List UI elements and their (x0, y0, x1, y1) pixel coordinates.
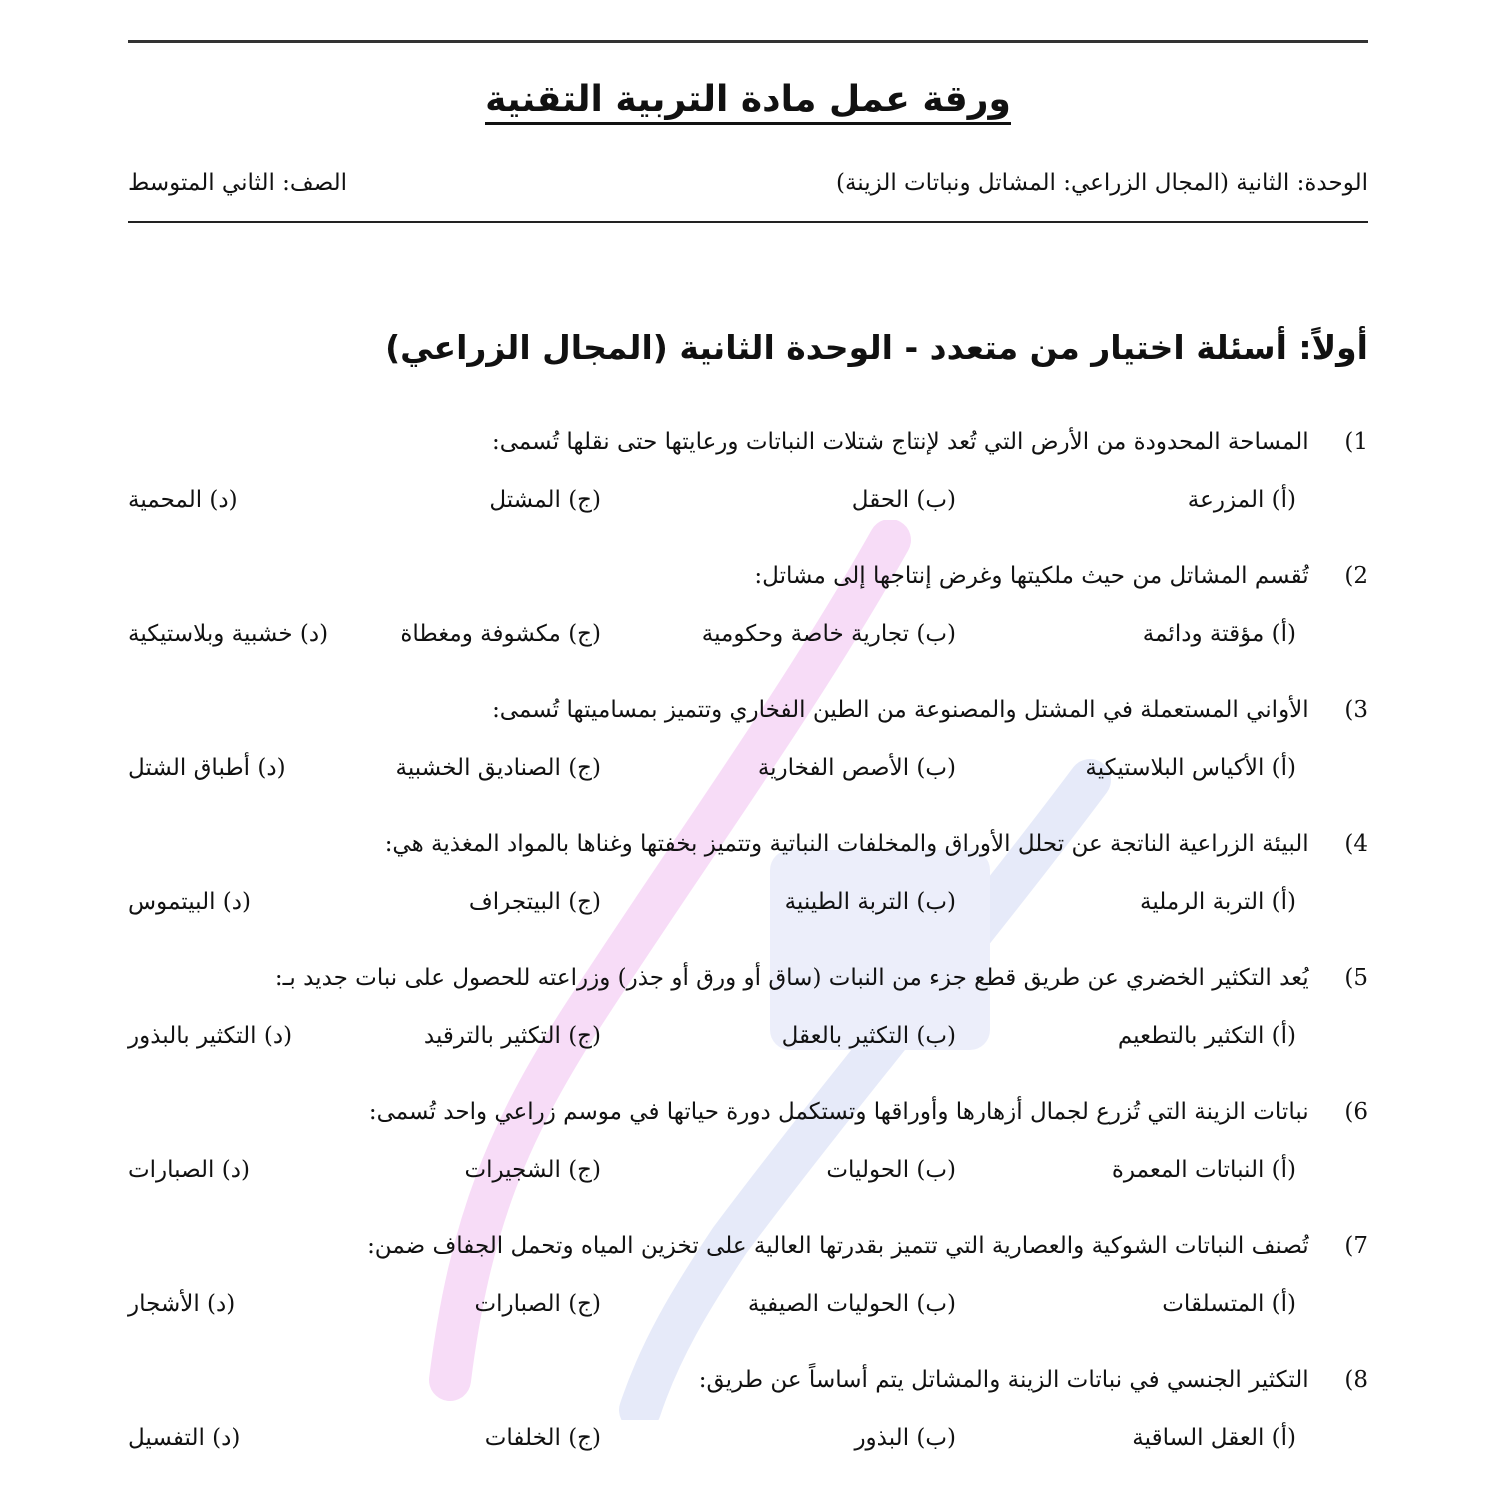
option-b[interactable]: (ب) التربة الطينية (784, 889, 956, 915)
option-c[interactable]: (ج) التكثير بالترقيد (423, 1023, 601, 1049)
question-number: 3) (1344, 697, 1368, 723)
option-a[interactable]: (أ) التكثير بالتطعيم (1117, 1023, 1296, 1049)
option-c[interactable]: (ج) البيتجراف (468, 889, 601, 915)
question-item (128, 820, 1368, 954)
question-stem (128, 552, 1368, 600)
question-text: نباتات الزينة التي تُزرع لجمال أزهارها وأوراقها وتستكمل دورة حياتها في موسم زراعي واحد تُسمى: (368, 1099, 1309, 1125)
option-d[interactable]: (د) خشبية وبلاستيكية (128, 621, 329, 647)
question-options (128, 744, 1296, 792)
question-stem (128, 1356, 1368, 1404)
option-b[interactable]: (ب) البذور (854, 1425, 956, 1451)
question-options (128, 878, 1296, 926)
unit-label: الوحدة: الثانية (المجال الزراعي: المشاتل ونباتات الزينة) (835, 170, 1368, 196)
worksheet-meta (128, 160, 1368, 206)
option-b[interactable]: (ب) الحوليات (826, 1157, 956, 1183)
top-divider (128, 40, 1368, 43)
question-options (128, 1146, 1296, 1194)
option-d[interactable]: (د) أطباق الشتل (128, 755, 286, 781)
option-c[interactable]: (ج) المشتل (489, 487, 601, 513)
option-b[interactable]: (ب) تجارية خاصة وحكومية (701, 621, 956, 647)
worksheet-title (128, 70, 1368, 130)
question-list (128, 418, 1368, 1490)
question-number: 6) (1344, 1099, 1368, 1125)
header-divider (128, 221, 1368, 223)
question-number: 5) (1344, 965, 1368, 991)
option-c[interactable]: (ج) الخلفات (484, 1425, 601, 1451)
option-c[interactable]: (ج) مكشوفة ومغطاة (400, 621, 601, 647)
question-number: 4) (1344, 831, 1368, 857)
question-item (128, 686, 1368, 820)
option-b[interactable]: (ب) الحقل (851, 487, 956, 513)
option-c[interactable]: (ج) الصناديق الخشبية (395, 755, 601, 781)
option-a[interactable]: (أ) المزرعة (1187, 487, 1296, 513)
question-options (128, 610, 1296, 658)
option-d[interactable]: (د) البيتموس (128, 889, 251, 915)
question-item (128, 954, 1368, 1088)
question-options (128, 1280, 1296, 1328)
question-text: تُصنف النباتات الشوكية والعصارية التي تتميز بقدرتها العالية على تخزين المياه وتحمل الجفاف ضمن: (367, 1233, 1309, 1259)
option-b[interactable]: (ب) الأصص الفخارية (757, 755, 956, 781)
option-a[interactable]: (أ) النباتات المعمرة (1111, 1157, 1296, 1183)
question-stem (128, 954, 1368, 1002)
question-item (128, 418, 1368, 552)
question-text: الأواني المستعملة في المشتل والمصنوعة من الطين الفخاري وتتميز بمساميتها تُسمى: (492, 697, 1309, 723)
question-text: المساحة المحدودة من الأرض التي تُعد لإنتاج شتلات النباتات ورعايتها حتى نقلها تُسمى: (491, 429, 1309, 455)
question-stem (128, 1222, 1368, 1270)
grade-label: الصف: الثاني المتوسط (128, 170, 348, 196)
option-c[interactable]: (ج) الصبارات (474, 1291, 601, 1317)
option-d[interactable]: (د) الأشجار (128, 1291, 236, 1317)
question-text: تُقسم المشاتل من حيث ملكيتها وغرض إنتاجها إلى مشاتل: (754, 563, 1309, 589)
option-d[interactable]: (د) المحمية (128, 487, 238, 513)
option-b[interactable]: (ب) التكثير بالعقل (781, 1023, 956, 1049)
option-a[interactable]: (أ) العقل الساقية (1132, 1425, 1296, 1451)
option-a[interactable]: (أ) المتسلقات (1162, 1291, 1296, 1317)
question-item (128, 1088, 1368, 1222)
question-stem (128, 686, 1368, 734)
question-item (128, 1222, 1368, 1356)
question-item (128, 1356, 1368, 1490)
question-number: 1) (1344, 429, 1368, 455)
option-d[interactable]: (د) التفسيل (128, 1425, 241, 1451)
option-d[interactable]: (د) الصبارات (128, 1157, 250, 1183)
option-a[interactable]: (أ) مؤقتة ودائمة (1142, 621, 1296, 647)
worksheet-title-text: ورقة عمل مادة التربية التقنية (485, 79, 1011, 125)
question-number: 2) (1344, 563, 1368, 589)
question-text: التكثير الجنسي في نباتات الزينة والمشاتل يتم أساساً عن طريق: (698, 1367, 1309, 1393)
option-a[interactable]: (أ) التربة الرملية (1139, 889, 1296, 915)
question-stem (128, 1088, 1368, 1136)
option-a[interactable]: (أ) الأكياس البلاستيكية (1085, 755, 1296, 781)
question-options (128, 1012, 1296, 1060)
question-stem (128, 418, 1368, 466)
question-number: 7) (1344, 1233, 1368, 1259)
option-b[interactable]: (ب) الحوليات الصيفية (747, 1291, 956, 1317)
question-stem (128, 820, 1368, 868)
worksheet-page (128, 0, 1368, 1500)
option-d[interactable]: (د) التكثير بالبذور (128, 1023, 293, 1049)
question-number: 8) (1344, 1367, 1368, 1393)
question-text: يُعد التكثير الخضري عن طريق قطع جزء من النبات (ساق أو ورق أو جذر) وزراعته للحصول على نبات جديد بـ: (274, 965, 1309, 991)
question-text: البيئة الزراعية الناتجة عن تحلل الأوراق والمخلفات النباتية وتتميز بخفتها وغناها بالمواد المغذية هي: (384, 831, 1309, 857)
question-options (128, 476, 1296, 524)
option-c[interactable]: (ج) الشجيرات (464, 1157, 601, 1183)
question-options (128, 1414, 1296, 1462)
section-title: أولاً: أسئلة اختيار من متعدد - الوحدة الثانية (المجال الزراعي) (385, 328, 1368, 367)
question-item (128, 552, 1368, 686)
